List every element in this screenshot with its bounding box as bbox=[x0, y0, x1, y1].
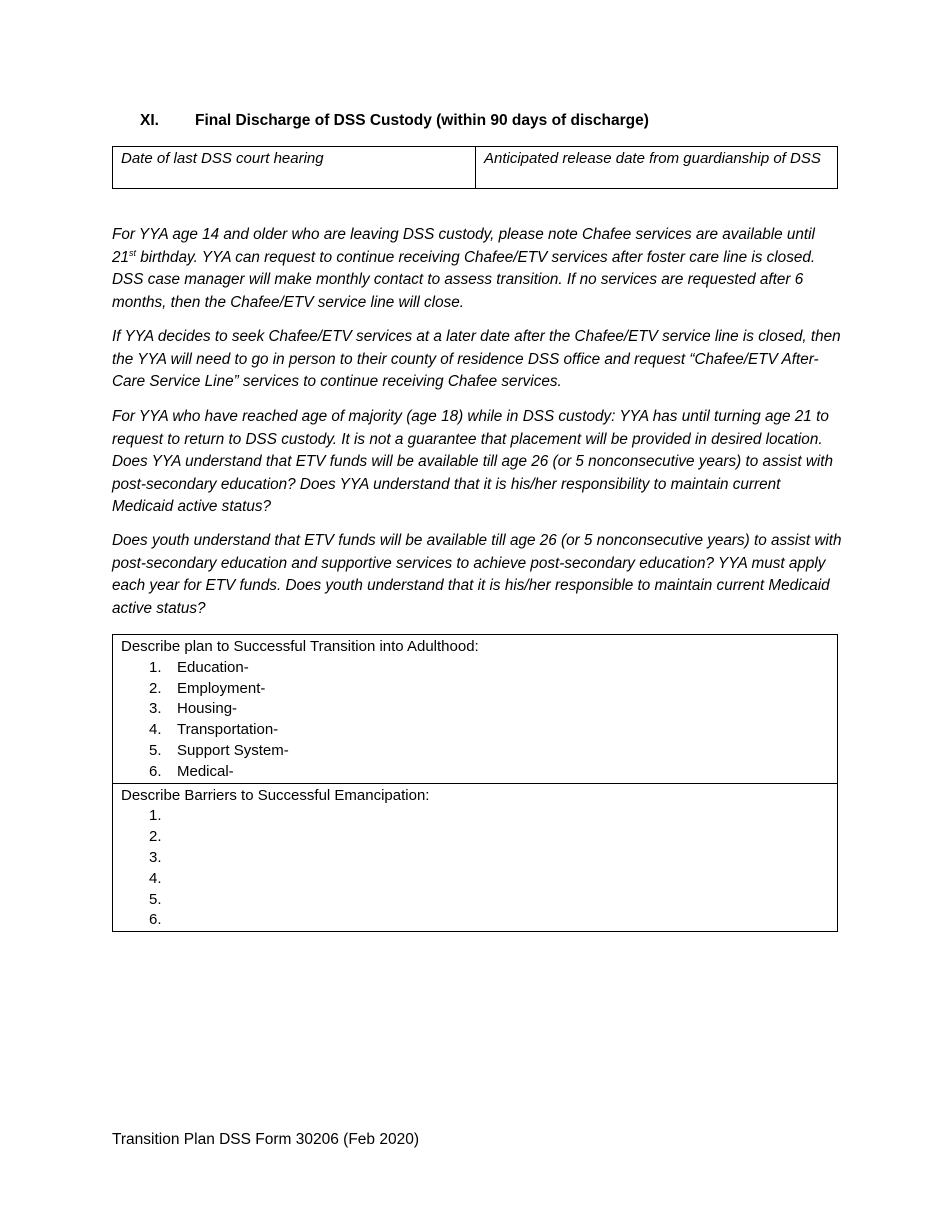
section-title: Final Discharge of DSS Custody (within 90 days of discharge) bbox=[195, 112, 649, 129]
chafee-availability-paragraph: For YYA age 14 and older who are leaving DSS custody, please note Chafee services are available until 21st birthday. YYA can request to continue receiving Chafee/ETV services after foster care line is closed. DSS case manager will make monthly contact to assess transition. If no services are requested after 6 months, then the Chafee/ETV service line will close. bbox=[112, 226, 816, 311]
anticipated-release-date-label: Anticipated release date from guardianship of DSS bbox=[484, 150, 821, 167]
transition-plan-title: Describe plan to Successful Transition into Adulthood: bbox=[121, 638, 479, 655]
section-number: XI. bbox=[140, 112, 159, 129]
transition-plan-list bbox=[121, 658, 829, 783]
list-item: 4. bbox=[149, 869, 162, 887]
barriers-title: Describe Barriers to Successful Emancipation: bbox=[121, 786, 430, 804]
transition-plan-section[interactable] bbox=[113, 635, 837, 783]
form-footer: Transition Plan DSS Form 30206 (Feb 2020) bbox=[112, 1131, 419, 1148]
list-item: 1. bbox=[149, 807, 162, 825]
list-item: 2. Employment- bbox=[149, 679, 266, 697]
list-item: 5. Support System- bbox=[149, 741, 289, 759]
list-item: 1. Education- bbox=[149, 658, 249, 676]
section-heading bbox=[140, 112, 649, 130]
age-of-majority-paragraph: For YYA who have reached age of majority (age 18) while in DSS custody: YYA has until turning age 21 to request to return to DSS custody. It is not a guarantee that placement will be provided in desired location. Does YYA understand that ETV funds will be available till age 26 (or 5 nonconsecutive years) to assist with post-secondary education? Does YYA understand that it is his/her responsibility to maintain current Medicaid active status? bbox=[112, 408, 834, 516]
aftercare-paragraph: If YYA decides to seek Chafee/ETV services at a later date after the Chafee/ETV service line is closed, then the YYA will need to go in person to their county of residence DSS office and request “Chafee/ETV After-Care Service Line” services to continue receiving Chafee services. bbox=[112, 328, 841, 391]
last-court-hearing-label: Date of last DSS court hearing bbox=[121, 150, 324, 167]
list-item: 4. Transportation- bbox=[149, 721, 279, 739]
list-item: 6. bbox=[149, 911, 162, 929]
list-item: 3. bbox=[149, 848, 162, 866]
barriers-list bbox=[121, 806, 829, 931]
barriers-section[interactable] bbox=[113, 783, 837, 932]
list-item: 2. bbox=[149, 828, 162, 846]
list-item: 5. bbox=[149, 890, 162, 908]
last-court-hearing-cell[interactable] bbox=[113, 147, 476, 189]
transition-plan-box bbox=[112, 634, 838, 932]
hearing-dates-table bbox=[112, 146, 838, 189]
etv-funds-paragraph: Does youth understand that ETV funds will be available till age 26 (or 5 nonconsecutive years) to assist with post-secondary education and supportive services to achieve post-secondary education? YYA must apply each year for ETV funds. Does youth understand that it is his/her responsible to maintain current Medicaid active status? bbox=[112, 532, 842, 617]
anticipated-release-date-cell[interactable] bbox=[476, 147, 838, 189]
list-item: 6. Medical- bbox=[149, 762, 234, 780]
list-item: 3. Housing- bbox=[149, 700, 238, 718]
